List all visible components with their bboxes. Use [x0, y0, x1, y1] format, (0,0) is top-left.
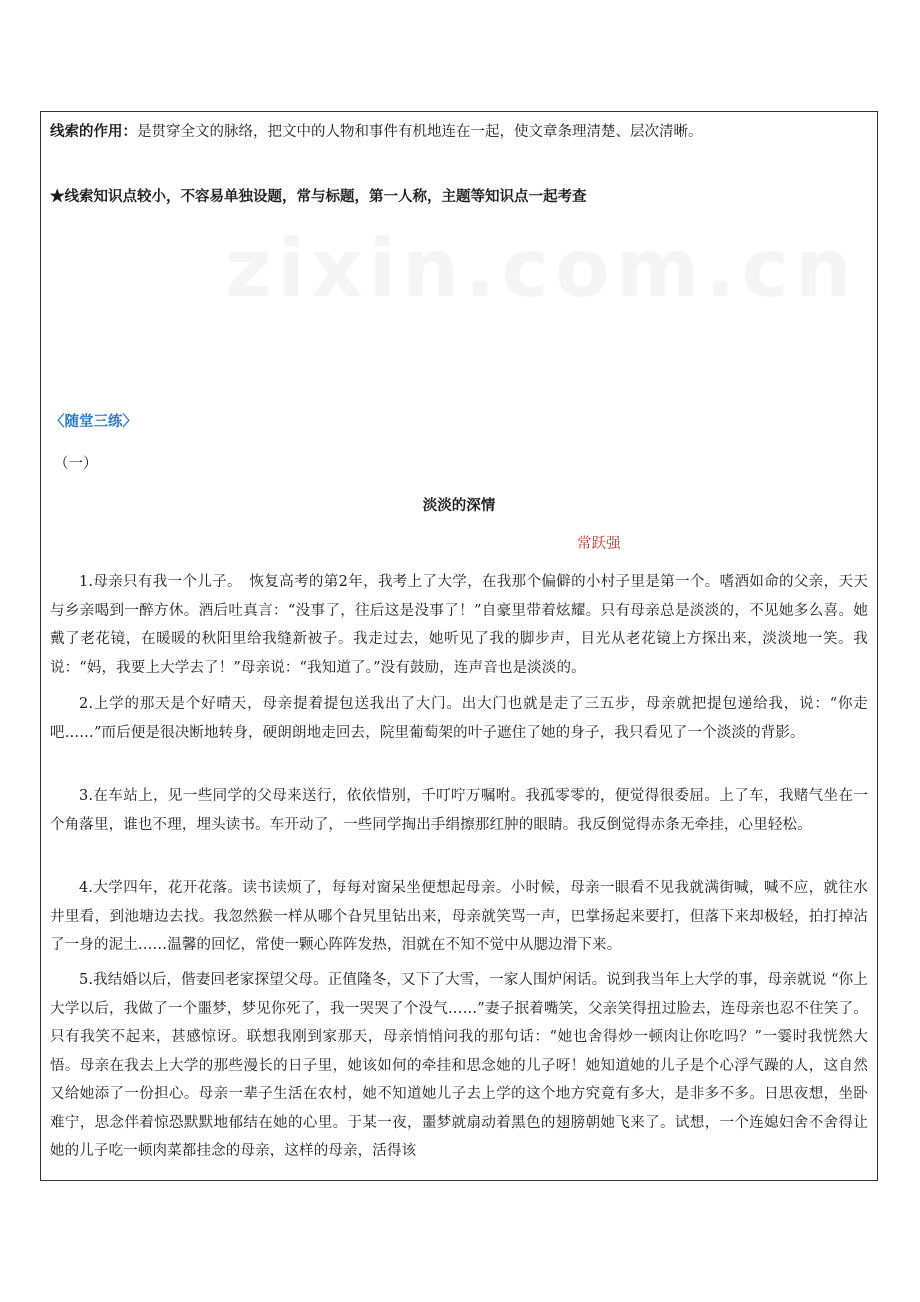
watermark: zixin.com.cn — [225, 222, 858, 315]
clue-note: ★线索知识点较小，不容易单独设题，常与标题，第一人称，主题等知识点一起考查 — [50, 188, 587, 205]
paragraph-4: 4.大学四年，花开花落。读书读烦了，每每对窗呆坐便想起母亲。小时候，母亲一眼看不见我就满街喊，喊不应，就往水井里看，到池塘边去找。我忽然猴一样从哪个旮旯里钻出来，母亲就笑骂一声，巴掌扬起来要打，但落下来却极轻，拍打掉沾了一身的泥土……温馨的回忆，常使一颗心阵阵发热，泪就在不知不觉中从腮边滑下来。 — [50, 880, 868, 953]
article-title: 淡淡的深情 — [422, 497, 496, 514]
section-number: （一） — [54, 456, 98, 472]
paragraph-3: 3.在车站上，见一些同学的父母来送行，依依惜别，千叮咛万嘱咐。我孤零零的，便觉得很委屈。上了车，我赌气坐在一个角落里，谁也不理，埋头读书。车开动了，一些同学掏出手绢擦那红肿的眼睛。我反倒觉得赤条无牵挂，心里轻松。 — [50, 788, 868, 833]
article-author: 常跃强 — [577, 536, 621, 552]
paragraph-2: 2.上学的那天是个好晴天，母亲提着提包送我出了大门。出大门也就是走了三五步，母亲就把提包递给我，说：“你走吧……”而后便是很决断地转身，硬朗朗地走回去，院里葡萄架的叶子遮住了她的身子，我只看见了一个淡淡的背影。 — [50, 696, 868, 741]
paragraph-1: 1.母亲只有我一个儿子。 恢复高考的第2年，我考上了大学，在我那个偏僻的小村子里是第一个。嗜酒如命的父亲，天天与乡亲喝到一醉方休。酒后吐真言：“没事了，往后这是没事了！”自豪里带着炫耀。只有母亲总是淡淡的，不见她多么喜。她戴了老花镜，在暖暖的秋阳里给我缝新被子。我走过去，她听见了我的脚步声，目光从老花镜上方探出来，淡淡地一笑。我说：“妈，我要上大学去了！”母亲说：“我知道了。”没有鼓励，连声音也是淡淡的。 — [50, 574, 868, 676]
practice-heading: 〈随堂三练〉 — [50, 413, 137, 430]
paragraph-5: 5.我结婚以后，偕妻回老家探望父母。正值隆冬，又下了大雪，一家人围炉闲话。说到我当年上大学的事，母亲就说 “你上大学以后，我做了一个噩梦，梦见你死了，我一哭哭了个没气……”妻子抿着嘴笑，父亲笑得扭过脸去，连母亲也忍不住笑了。只有我笑不起来，甚感惊讶。联想我刚到家那天，母亲悄悄问我的那句话：“她也舍得炒一顿肉让你吃吗？”一霎时我恍然大悟。母亲在我去上大学的那些漫长的日子里，她该如何的牵挂和思念她的儿子呀！她知道她的儿子是个心浮气躁的人，这自然又给她添了一份担心。母亲一辈子生活在农村，她不知道她儿子去上学的这个地方究竟有多大，是非多不多。日思夜想，坐卧难宁，思念伴着惊恐默默地郁结在她的心里。于某一夜，噩梦就扇动着黑色的翅膀朝她飞来了。试想，一个连媳妇舍不舍得让她的儿子吃一顿肉菜都挂念的母亲，这样的母亲，活得该 — [50, 972, 868, 1159]
clue-label: 线索的作用： — [50, 123, 137, 140]
clue-text: 是贯穿全文的脉络，把文中的人物和事件有机地连在一起，使文章条理清楚、层次清晰。 — [137, 124, 703, 140]
clue-definition — [50, 122, 869, 142]
